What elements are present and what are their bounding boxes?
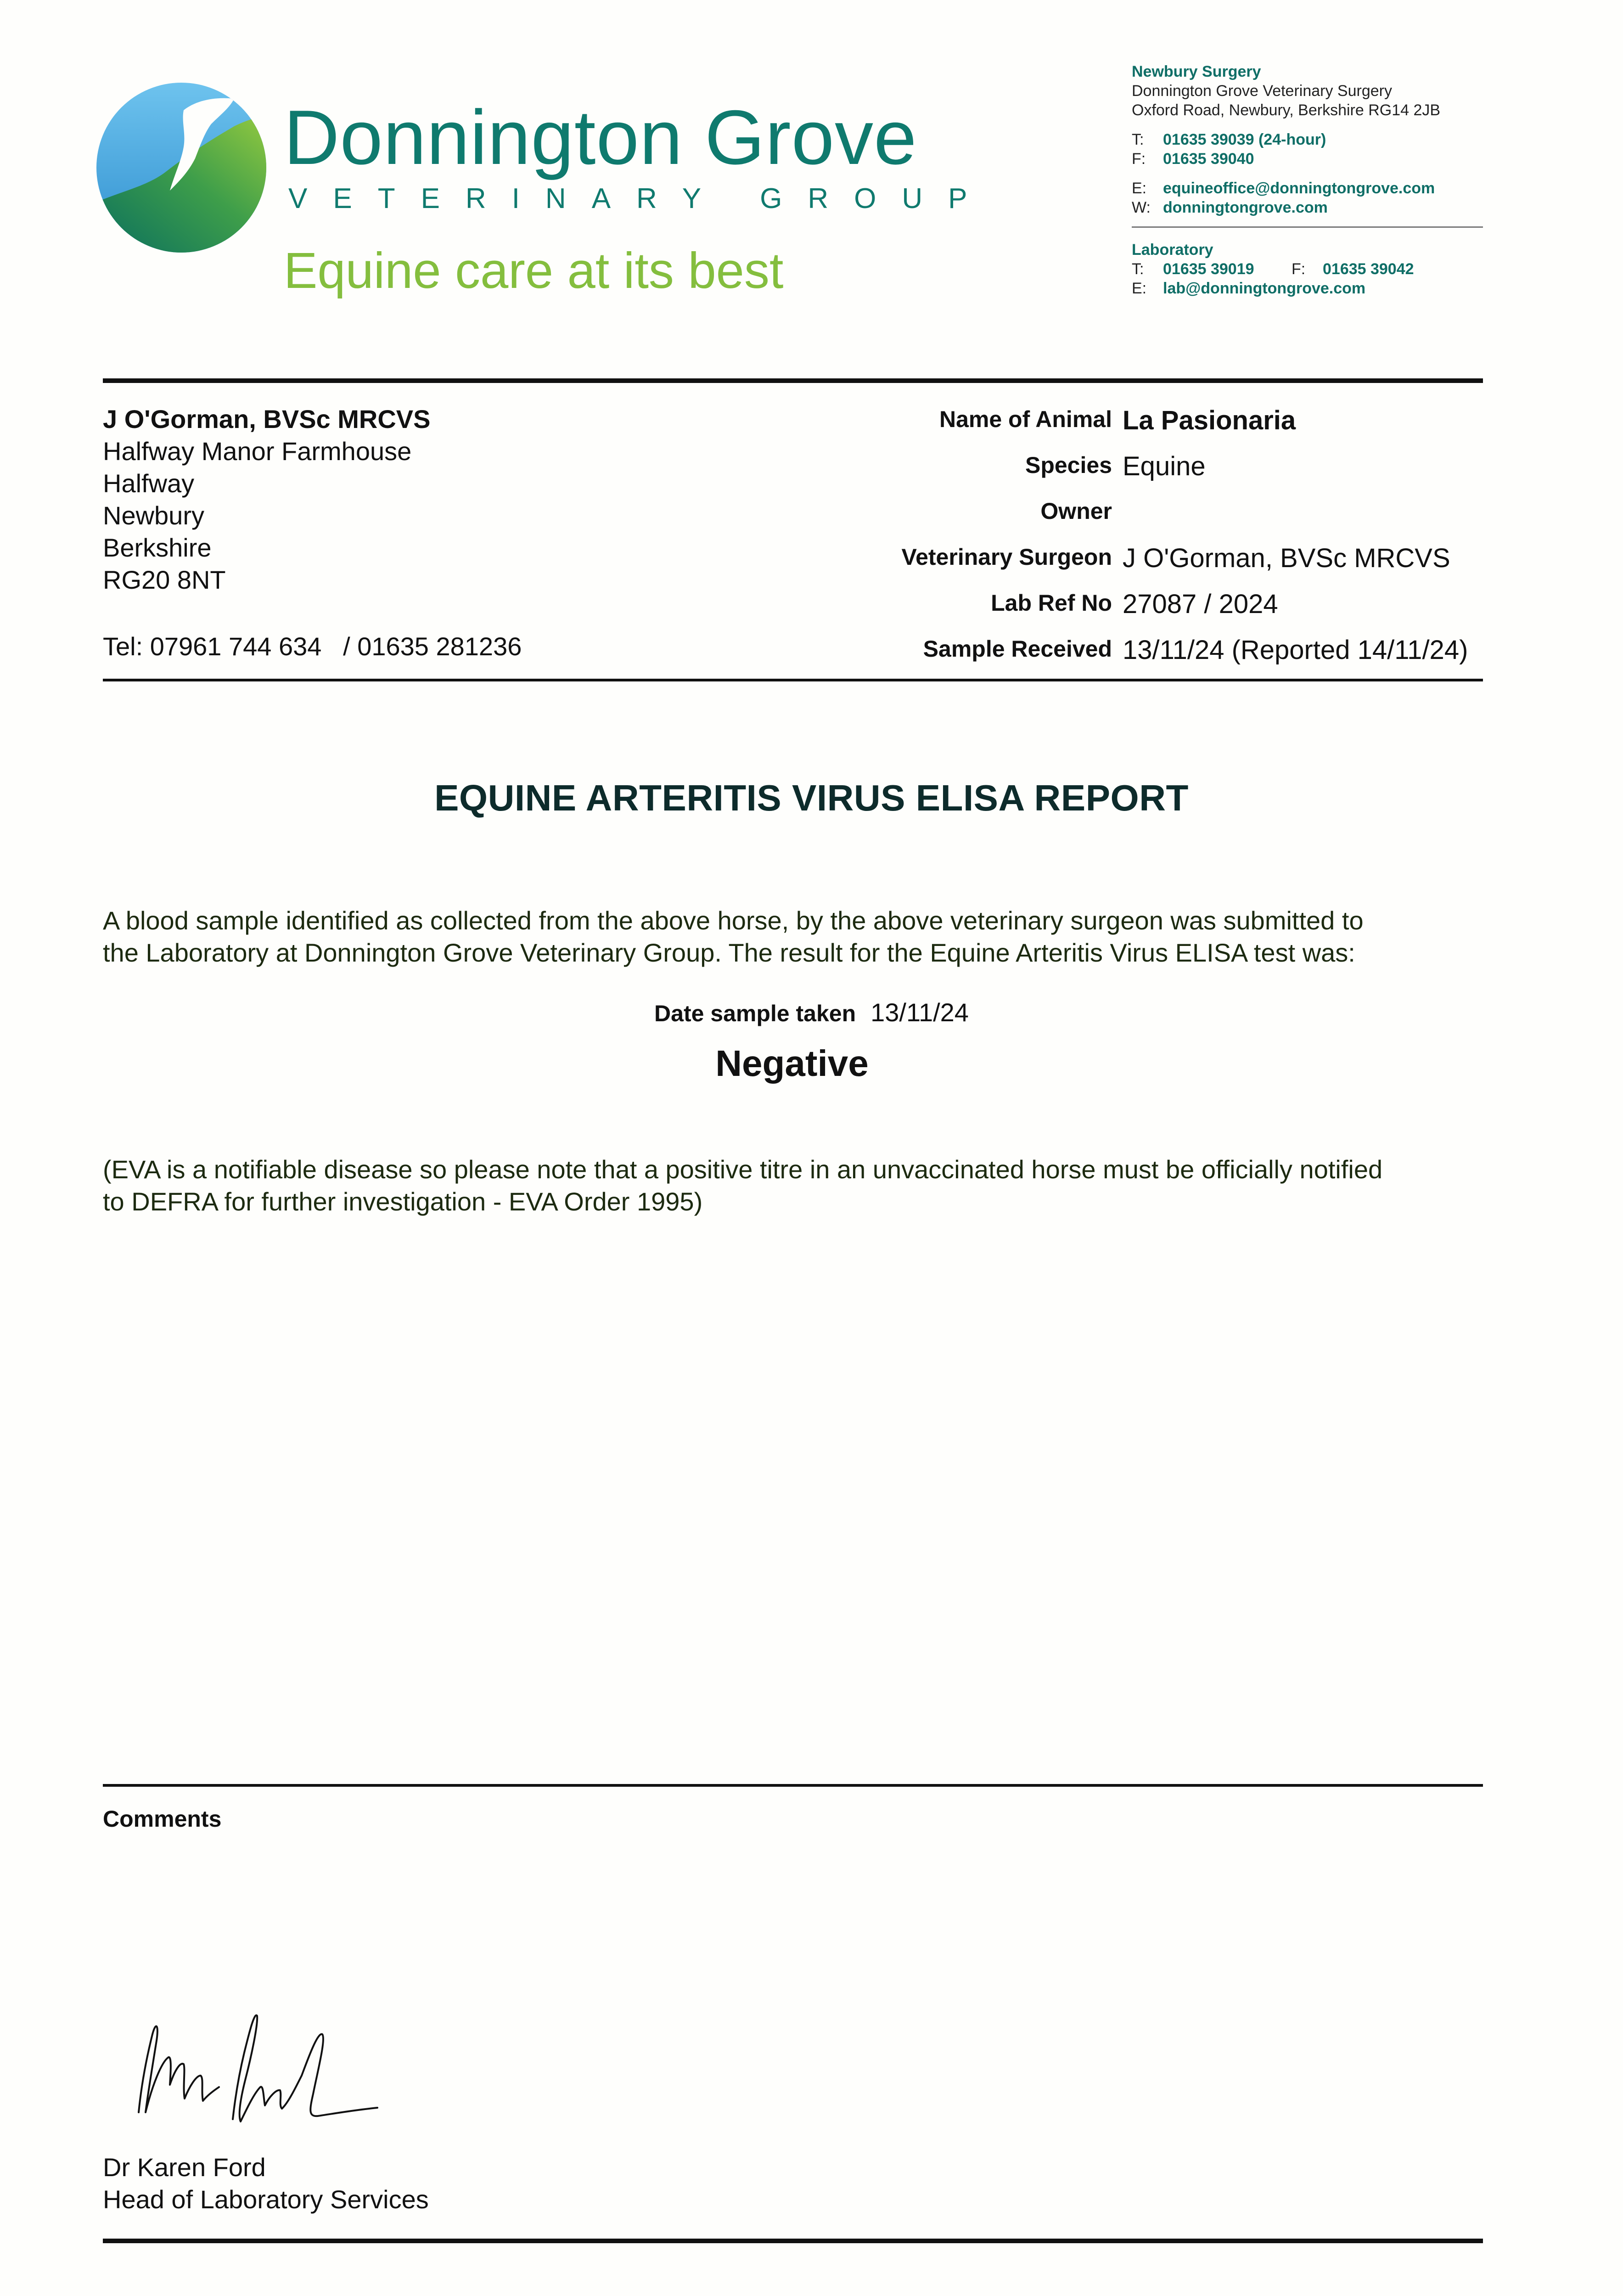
notice-line: to DEFRA for further investigation - EVA Order 1995) — [103, 1187, 703, 1216]
surgery-email-link[interactable]: equineoffice@donningtongrove.com — [1163, 180, 1435, 197]
surgery-web-key: W: — [1132, 199, 1151, 216]
report-title: EQUINE ARTERITIS VIRUS ELISA REPORT — [434, 777, 1189, 818]
divider-bottom — [103, 2239, 1483, 2243]
address-line: Halfway — [103, 469, 195, 498]
surgery-heading: Newbury Surgery — [1132, 63, 1261, 80]
surgery-fax: 01635 39040 — [1163, 150, 1254, 168]
detail-value: J O'Gorman, BVSc MRCVS — [1123, 543, 1450, 573]
addressee-tel: Tel: 07961 744 634 / 01635 281236 — [103, 632, 522, 661]
logo-mark — [96, 83, 266, 253]
surgery-tel-key: T: — [1132, 131, 1144, 148]
detail-value: La Pasionaria — [1123, 405, 1296, 435]
addressee-name: J O'Gorman, BVSc MRCVS — [103, 405, 431, 433]
report-intro — [103, 905, 1517, 969]
detail-row-animal-name — [735, 403, 1497, 449]
laboratory-tel[interactable]: 01635 39019 — [1163, 260, 1254, 278]
intro-line: the Laboratory at Donnington Grove Veterinary Group. The result for the Equine Arteritis Virus ELISA test was: — [103, 938, 1355, 967]
date-sample-taken — [0, 996, 1623, 1030]
contact-divider — [1132, 226, 1483, 228]
detail-value: 27087 / 2024 — [1123, 589, 1278, 619]
detail-label: Owner — [1040, 498, 1112, 524]
addressee-block — [103, 403, 430, 596]
address-line: Newbury — [103, 501, 204, 530]
date-taken-label: Date sample taken — [654, 1001, 856, 1026]
laboratory-contact — [1132, 240, 1508, 298]
detail-value: Equine — [1123, 451, 1206, 481]
detail-value: 13/11/24 (Reported 14/11/24) — [1123, 635, 1468, 665]
signature — [120, 2007, 478, 2135]
divider-details — [103, 679, 1483, 681]
signatory — [103, 2151, 429, 2216]
notice-line: (EVA is a notifiable disease so please note that a positive titre in an unvaccinated horse must be officially notified — [103, 1155, 1383, 1184]
surgery-contact — [1132, 62, 1508, 217]
detail-label: Veterinary Surgeon — [901, 544, 1112, 570]
surgery-email-key: E: — [1132, 180, 1147, 197]
notifiable-disease-notice — [103, 1154, 1517, 1218]
laboratory-heading: Laboratory — [1132, 241, 1213, 259]
address-line: RG20 8NT — [103, 565, 226, 594]
surgery-fax-key: F: — [1132, 150, 1146, 168]
detail-label: Sample Received — [923, 636, 1112, 662]
signatory-name: Dr Karen Ford — [103, 2153, 266, 2182]
laboratory-email-key: E: — [1132, 280, 1147, 297]
address-line: Halfway Manor Farmhouse — [103, 437, 412, 466]
surgery-line-2: Oxford Road, Newbury, Berkshire RG14 2JB — [1132, 101, 1441, 119]
surgery-line-1: Donnington Grove Veterinary Surgery — [1132, 82, 1392, 100]
detail-label: Name of Animal — [939, 406, 1112, 432]
detail-row-sample-received — [735, 633, 1497, 679]
divider-comments — [103, 1784, 1483, 1787]
date-taken-value: 13/11/24 — [870, 998, 969, 1027]
divider-top — [103, 378, 1483, 383]
brand-subtitle: VETERINARY GROUP — [288, 183, 993, 214]
laboratory-email-link[interactable]: lab@donningtongrove.com — [1163, 280, 1366, 297]
comments-label: Comments — [103, 1806, 222, 1832]
brand-name: Donnington Grove — [284, 94, 917, 180]
test-result: Negative — [715, 1043, 869, 1084]
intro-line: A blood sample identified as collected from the above horse, by the above veterinary surgeon was submitted to — [103, 906, 1364, 935]
detail-label: Lab Ref No — [991, 590, 1112, 616]
surgery-web-link[interactable]: donningtongrove.com — [1163, 199, 1328, 216]
detail-label: Species — [1025, 452, 1112, 478]
surgery-tel[interactable]: 01635 39039 (24-hour) — [1163, 131, 1326, 148]
detail-row-lab-ref — [735, 587, 1497, 633]
detail-row-species — [735, 449, 1497, 495]
signatory-title: Head of Laboratory Services — [103, 2185, 429, 2214]
detail-row-owner — [735, 495, 1497, 541]
detail-row-vet-surgeon — [735, 541, 1497, 587]
address-line: Berkshire — [103, 533, 212, 562]
laboratory-tel-key: T: — [1132, 260, 1144, 278]
brand-tagline: Equine care at its best — [284, 242, 784, 299]
laboratory-fax-key: F: — [1292, 260, 1306, 278]
laboratory-fax: 01635 39042 — [1323, 260, 1414, 278]
